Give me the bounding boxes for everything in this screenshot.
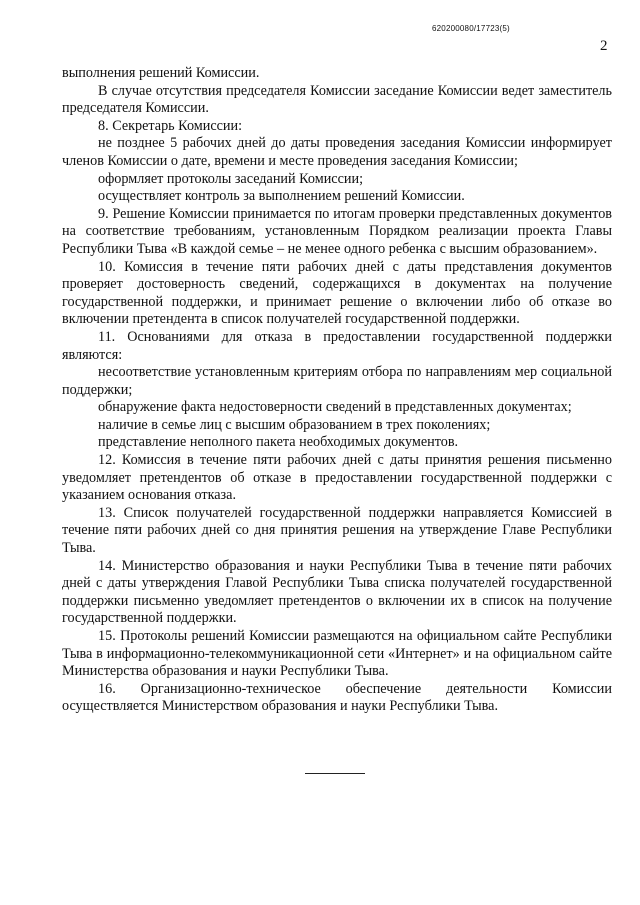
paragraph: 9. Решение Комиссии принимается по итогам проверки представленных документов на соответствие требованиям, установленным Порядком реализации проекта Главы Республики Тыва «В каждой семье – не менее одного ребенка с высшим образованием». (62, 205, 612, 257)
paragraph: 16. Организационно-техническое обеспечение деятельности Комиссии осуществляется Министерством образования и науки Республики Тыва. (62, 680, 612, 715)
paragraph: не позднее 5 рабочих дней до даты проведения заседания Комиссии информирует членов Комиссии о дате, времени и месте проведения заседания Комиссии; (62, 135, 612, 169)
paragraph: 12. Комиссия в течение пяти рабочих дней с даты принятия решения письменно уведомляет претендентов об отказе в предоставлении государственной поддержки с указанием основания отказа. (62, 452, 612, 504)
paragraph: оформляет протоколы заседаний Комиссии; (98, 170, 364, 187)
document-body (62, 65, 612, 716)
paragraph: выполнения решений Комиссии. (62, 65, 260, 81)
paragraph: 8. Секретарь Комиссии: (98, 117, 243, 134)
paragraph: осуществляет контроль за выполнением решений Комиссии. (98, 188, 465, 205)
document-id: 620200080/17723(5) (432, 24, 510, 33)
paragraph: наличие в семье лиц с высшим образованием в трех поколениях; (98, 416, 491, 433)
paragraph: несоответствие установленным критериям отбора по направлениям мер социальной поддержки; (62, 364, 612, 398)
paragraph: 14. Министерство образования и науки Республики Тыва в течение пяти рабочих дней с даты утверждения Главой Республики Тыва списка получателей государственной поддержки письменно уведомляет претендентов о включении их в список на получение государственной поддержки. (62, 557, 612, 627)
paragraph: представление неполного пакета необходимых документов. (98, 434, 459, 451)
paragraph: обнаружение факта недостоверности сведений в представленных документах; (98, 399, 572, 416)
paragraph: В случае отсутствия председателя Комиссии заседание Комиссии ведет заместитель председателя Комиссии. (62, 82, 612, 117)
paragraph: 15. Протоколы решений Комиссии размещаются на официальном сайте Республики Тыва в информационно-телекоммуникационной сети «Интернет» и на официальном сайте Министерства образования и науки Республики Тыва. (62, 628, 612, 680)
paragraph: 13. Список получателей государственной поддержки направляется Комиссией в течение пяти рабочих дней со дня принятия решения на утверждение Главе Республики Тыва. (62, 504, 612, 557)
paragraph: 11. Основаниями для отказа в предоставлении государственной поддержки являются: (62, 328, 612, 363)
paragraph: 10. Комиссия в течение пяти рабочих дней с даты представления документов проверяет достоверность сведений, содержащихся в документах на получение государственной поддержки, и принимает решение о включении либо об отказе во включении претендента в список получателей государственной поддержки. (62, 258, 612, 328)
end-divider (305, 773, 365, 774)
page-number: 2 (600, 38, 608, 54)
